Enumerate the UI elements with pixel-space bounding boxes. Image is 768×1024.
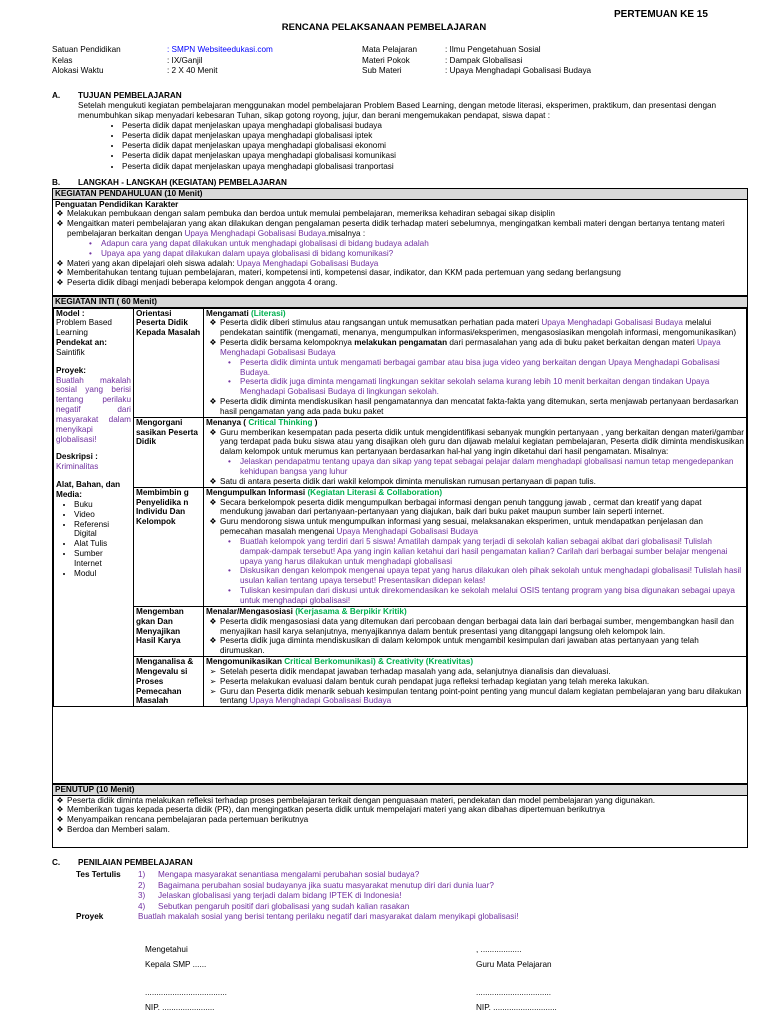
list-item xyxy=(206,636,744,656)
list-item xyxy=(206,358,744,378)
list-item xyxy=(206,457,744,477)
item-text-part: Peserta didik bersama kelompoknya xyxy=(220,338,355,348)
stage-content xyxy=(204,487,747,606)
penutup-box xyxy=(52,784,748,848)
table-row xyxy=(54,606,747,656)
diamond-bullet-icon: ❖ xyxy=(209,318,217,328)
sign-line: ................................. xyxy=(476,988,552,997)
identity-value: : Dampak Globalisasi xyxy=(445,55,523,65)
item-text: Peserta didik diminta melakukan refleksi terhadap proses pembelajaran terkait dengan penguasaan materi, pendekatan dan model pembelajaran yang digunakan. xyxy=(67,795,656,805)
item-text xyxy=(220,517,744,537)
section-heading xyxy=(52,858,752,868)
deskripsi-value: Kriminalitas xyxy=(56,462,99,472)
item-text xyxy=(67,219,747,239)
item-number: 4) xyxy=(138,901,146,911)
stage-name: Menganalisa & Mengevalu si Proses Pemecahan Masalah xyxy=(134,657,204,707)
item-text: Melakukan pembukaan dengan salam pembuka dan berdoa untuk memulai pembelajaran, memeriksa kehadiran sebagai sikap disiplin xyxy=(67,209,555,219)
diamond-bullet-icon: ❖ xyxy=(56,219,64,229)
diamond-bullet-icon: ❖ xyxy=(56,825,64,835)
bullet-icon: • xyxy=(89,238,92,248)
item-text: Bagaimana perubahan sosial budayanya jika suatu masyarakat menutup diri dari dunia luar? xyxy=(158,880,494,890)
item-text: Buatlah kelompok yang terdiri dari 5 siswa! Amatilah dampak yang terjadi di sekolah kalian sebagai akibat dari globalisasi! Tulislah dampak-dampak tersebut! Apa yang ingin kalian ketahui dari hasil pengamatan kalian? Carilah dari berbagai sumber belajar mengenai upaya yang harus dilakukan untuk menghadapi globalisasi xyxy=(240,536,728,566)
item-text: Setelah peserta didik mendapat jawaban terhadap masalah yang ada, selanjutnya dianalisis dan dievaluasi. xyxy=(220,666,611,676)
arrow-bullet-icon: ➢ xyxy=(209,686,217,696)
diamond-bullet-icon: ❖ xyxy=(209,636,217,646)
proyek-label: Proyek: xyxy=(56,365,87,375)
item-text: Jelaskan pendapatmu tentang upaya dan sikap yang tepat sebagai pelajar dalam menghadapi globalisasi namun tetap mengedepankan kehidupan bangsa yang luhur xyxy=(240,457,734,476)
tes-label: Tes Tertulis xyxy=(76,870,121,879)
section-tujuan xyxy=(52,91,752,172)
item-text: Peserta melakukan evaluasi dalam bentuk curah pendapat juga refleksi terhadap kegiatan yang telah mereka lakukan. xyxy=(220,676,650,686)
list-item xyxy=(53,249,747,259)
material-highlight: Upaya Menghadapi Gobalisasi Budaya xyxy=(249,696,392,706)
deskripsi-label: Deskripsi : xyxy=(56,452,98,462)
list-item: • Alat Tulis xyxy=(74,539,131,549)
item-text: Peserta didik juga diminta mendiskusikan di dalam kelompok untuk mengambil kesimpulan dari jawaban atas pertanyaan yang telah dirumuskan. xyxy=(220,636,699,656)
item-text: Satu di antara peserta didik dari wakil kelompok diminta menuliskan rumusan pertanyaan di papan tulis. xyxy=(220,476,596,486)
list-item xyxy=(206,338,744,358)
identity-label: Satuan Pendidikan xyxy=(52,45,121,54)
item-text-part: .misalnya : xyxy=(326,229,366,239)
item-number: 1) xyxy=(138,870,146,879)
list-item xyxy=(53,259,747,269)
pendekatan-value: Saintifik xyxy=(56,347,85,357)
objective-list xyxy=(52,121,752,172)
list-item: • Peserta didik dapat menjelaskan upaya menghadapi globalisasi budaya xyxy=(122,121,752,131)
stage-heading xyxy=(206,418,744,428)
bullet-icon: • xyxy=(89,248,92,258)
bullet-icon: • xyxy=(228,457,231,467)
list-item xyxy=(206,517,744,537)
item-text: Guru memberikan kesempatan pada peserta didik untuk mengidentifikasi sebanyak mungkin pertanyaan , yang berkaitan dengan materi/gambar yang terdapat pada buku siswa atau yang disajikan oleh guru dan dijawab melalui kegiatan pembelajaran, Peserta didik diminta mendiskusikan dalam kelompok untuk merumus kan pertanyaan berdasarkan hal-hal yang ingin diketahui dari hasil pengamatan. Misalnya: xyxy=(220,427,744,457)
identity-value: : Ilmu Pengetahuan Sosial xyxy=(445,45,541,54)
bullet-icon: • xyxy=(228,357,231,367)
diamond-bullet-icon: ❖ xyxy=(56,815,64,825)
stage-heading xyxy=(206,488,744,498)
identity-label: Kelas xyxy=(52,55,73,65)
identity-table xyxy=(52,45,752,77)
item-text-part: dari permasalahan yang ada di buku paket berkaitan dengan materi xyxy=(447,338,697,348)
list-item xyxy=(53,239,747,249)
diamond-bullet-icon: ❖ xyxy=(56,278,64,288)
identity-row xyxy=(52,45,752,56)
material-highlight: Upaya Menghadapi Gobalisasi Budaya xyxy=(541,318,683,328)
list-item xyxy=(52,891,752,902)
identity-label: Alokasi Waktu xyxy=(52,66,104,75)
identity-label: Mata Pelajaran xyxy=(362,45,418,54)
stage-tag: Critical Thinking xyxy=(248,417,313,427)
diamond-bullet-icon: ❖ xyxy=(56,258,64,268)
sign-line: NIP. ....................... xyxy=(145,1002,215,1012)
list-item xyxy=(53,268,747,278)
list-item xyxy=(206,586,744,606)
item-text: Adapun cara yang dapat dilakukan untuk menghadapi globalisasi di bidang budaya adalah xyxy=(101,238,429,248)
diamond-bullet-icon: ❖ xyxy=(56,795,64,805)
diamond-bullet-icon: ❖ xyxy=(209,497,217,507)
model-value: Problem Based Learning xyxy=(56,318,112,338)
stage-content xyxy=(204,308,747,417)
stage-heading-text: Mengamati xyxy=(206,308,249,318)
item-text: Tuliskan kesimpulan dari diskusi untuk direkomendasikan ke sekolah melalui OSIS tentang program yang bisa digunakan sebagai upaya untuk menghadapi globalisasi! xyxy=(240,586,735,605)
pendahuluan-heading: KEGIATAN PENDAHULUAN (10 Menit) xyxy=(53,189,747,200)
list-item xyxy=(53,278,747,288)
arrow-bullet-icon: ➢ xyxy=(209,676,217,686)
list-item xyxy=(206,617,744,637)
objective-intro: Setelah mengukuti kegiatan pembelajaran menggunakan model pembelajaran Problem Based Learning, dengan metode literasi, eksperimen, praktikum, dan presentasi dengan menumbuhkan sikap menyadari kebesaran Tuhan, sikap gotong royong, jujur, dan berani mengemukakan pendapat, siswa dapat : xyxy=(78,100,717,120)
list-item xyxy=(206,566,744,586)
stage-heading-text: Mengumpulkan Informasi xyxy=(206,487,306,497)
stage-content xyxy=(204,417,747,487)
item-text-part: Materi yang akan dipelajari oleh siswa adalah: xyxy=(67,258,235,268)
item-text: Secara berkelompok peserta didik mengumpulkan berbagai informasi dengan penuh tanggung jawab , cermat dan kreatif yang dapat mendukung jawaban dari pertanyaan-pertanyaan yang diajukan, baik dari buku paket maupun sumber lain seperti internet. xyxy=(220,497,702,517)
list-item xyxy=(53,209,747,219)
material-highlight: Upaya Menghadapi Gobalisasi Budaya xyxy=(236,258,379,268)
list-item xyxy=(206,667,744,677)
identity-value: : Upaya Menghadapi Gobalisasi Budaya xyxy=(445,66,592,75)
item-text: Peserta didik mengasosiasi data yang ditemukan dari percobaan dengan berbagai data lain dari berbagai sumber, mengembangkan hasil dan menyajikan hasil karya selanjutnya, menyajikannya dalam bentuk presentasi yang ditanggapi langsung oleh kelompok lain. xyxy=(220,616,734,636)
assessment-block xyxy=(52,870,752,923)
signature-left xyxy=(145,943,345,1015)
diamond-bullet-icon: ❖ xyxy=(209,476,217,486)
table-row xyxy=(54,417,747,487)
item-text: Memberitahukan tentang tujuan pembelajaran, materi, kompetensi inti, kompetensi dasar, indikator, dan KKM pada pertemuan yang sedang berlangsung xyxy=(67,268,621,278)
list-item xyxy=(206,477,744,487)
list-item xyxy=(53,825,747,835)
list-item: • Peserta didik dapat menjelaskan upaya menghadapi globalisasi ekonomi xyxy=(122,141,752,151)
section-heading xyxy=(52,178,752,188)
stage-heading xyxy=(206,657,744,667)
table-row xyxy=(54,308,747,417)
item-text: Upaya apa yang dapat dilakukan dalam upaya globalisasi di bidang komunikasi? xyxy=(101,248,394,258)
list-item xyxy=(206,428,744,458)
item-text xyxy=(220,318,744,338)
list-item xyxy=(52,870,752,881)
item-text: Memberikan tugas kepada peserta didik (PR), dan mengingatkan peserta didik untuk mempelajari materi yang akan dibahas dipertemuan berikutnya xyxy=(67,805,605,815)
model-label: Model : xyxy=(56,308,85,318)
list-item xyxy=(52,902,752,913)
stage-heading-text: Mengomunikasikan xyxy=(206,657,282,667)
stage-tag: (Kegiatan Literasi & Collaboration) xyxy=(307,487,443,497)
item-number: 2) xyxy=(138,880,146,890)
inti-box xyxy=(52,296,748,784)
karakter-subheading: Penguatan Pendidikan Karakter xyxy=(55,199,179,209)
list-item: • Peserta didik dapat menjelaskan upaya menghadapi globalisasi tranportasi xyxy=(122,162,752,172)
penutup-heading: PENUTUP (10 Menit) xyxy=(53,785,747,796)
sign-line: Mengetahui xyxy=(145,945,188,954)
stage-heading xyxy=(206,309,744,319)
list-item: • Peserta didik dapat menjelaskan upaya menghadapi globalisasi iptek xyxy=(122,131,752,141)
stage-heading-close: ) xyxy=(312,417,318,427)
diamond-bullet-icon: ❖ xyxy=(56,268,64,278)
list-item xyxy=(52,881,752,892)
item-text: Peserta didik dibagi menjadi beberapa kelompok dengan anggota 4 orang. xyxy=(67,278,338,288)
sign-line: Kepala SMP ...... xyxy=(145,959,207,969)
item-number: 3) xyxy=(138,891,146,900)
list-item xyxy=(206,498,744,518)
section-title: LANGKAH - LANGKAH (KEGIATAN) PEMBELAJARAN xyxy=(78,178,287,187)
identity-row xyxy=(52,56,752,67)
signature-right xyxy=(476,943,676,1015)
item-text: Berdoa dan Memberi salam. xyxy=(67,825,170,835)
list-item xyxy=(206,677,744,687)
stage-content xyxy=(204,657,747,707)
model-block xyxy=(56,309,131,579)
item-text xyxy=(67,259,747,269)
item-text xyxy=(220,687,744,707)
list-item: • Video xyxy=(74,510,131,520)
item-text: Mengapa masyarakat senantiasa mengalami perubahan sosial budaya? xyxy=(158,870,420,879)
document-title: RENCANA PELAKSANAAN PEMBELAJARAN xyxy=(281,22,487,33)
list-item xyxy=(206,397,744,417)
item-text-part: Guru dan Peserta didik menarik sebuah kesimpulan tentang point-point penting yang muncul dalam kegiatan pembelajaran yang baru dilakukan tentang xyxy=(220,686,742,706)
stage-name: Mengorgani sasikan Peserta Didik xyxy=(134,417,204,487)
list-item xyxy=(53,805,747,815)
item-text: Peserta didik diminta untuk mengamati berbagai gambar atau bisa juga video yang berkaitan dengan Upaya Menghadapi Gobalisasi Budaya. xyxy=(240,357,720,377)
table-row xyxy=(54,487,747,606)
arrow-bullet-icon: ➢ xyxy=(209,666,217,676)
material-highlight: Upaya Menghadapi Gobalisasi Budaya xyxy=(184,229,327,239)
list-item xyxy=(206,537,744,567)
list-item xyxy=(206,318,744,338)
inti-heading: KEGIATAN INTI ( 60 Menit) xyxy=(53,297,747,308)
item-bold: melakukan pengamatan xyxy=(354,338,448,348)
section-penilaian xyxy=(52,858,752,868)
identity-value: : SMPN Websiteedukasi.com xyxy=(167,45,273,54)
list-item: • Referensi Digital xyxy=(74,520,131,540)
bullet-icon: • xyxy=(228,536,231,546)
identity-row xyxy=(52,66,752,77)
stage-content xyxy=(204,606,747,656)
item-text-part: melalui pendekatan saintifik (mengamati, menanya, mengumpulkan informasi/eksperimen, mengasosiasikan mengolah informasi, mengomunikasikan) xyxy=(220,318,737,338)
stage-tag: (Literasi) xyxy=(251,308,286,318)
identity-value: : 2 X 40 Menit xyxy=(167,66,218,75)
section-langkah xyxy=(52,178,752,188)
diamond-bullet-icon: ❖ xyxy=(56,805,64,815)
section-heading xyxy=(52,91,752,101)
identity-label: Sub Materi xyxy=(362,66,402,75)
alat-label: Alat, Bahan, dan Media: xyxy=(56,480,121,499)
pendekatan-label: Pendekat an: xyxy=(56,338,107,348)
stage-heading-text: Menanya ( xyxy=(206,417,247,427)
section-title: TUJUAN PEMBELAJARAN xyxy=(78,91,182,100)
item-text: Peserta didik juga diminta mengamati lingkungan sekitar sekolah selama kurang lebih 10 menit berkaitan dengan tindakan Upaya Menghadapi Gobalisasi Budaya di lingkungan sekolah. xyxy=(240,377,710,397)
sign-line: .................................... xyxy=(145,988,227,997)
list-item xyxy=(53,796,747,806)
stage-name: Orientasi Peserta Didik Kepada Masalah xyxy=(134,308,204,417)
item-text xyxy=(220,338,744,358)
meeting-number: PERTEMUAN KE 15 xyxy=(614,9,708,20)
item-text-part: Peserta didik diberi stimulus atau rangsangan untuk memusatkan perhatian pada materi xyxy=(220,318,542,328)
diamond-bullet-icon: ❖ xyxy=(209,616,217,626)
identity-value: : IX/Ganjil xyxy=(167,55,203,65)
proyek-label: Proyek xyxy=(76,912,104,921)
item-text: Jelaskan globalisasi yang terjadi dalam bidang IPTEK di Indonesia! xyxy=(158,891,402,900)
bullet-icon: • xyxy=(228,377,231,387)
proyek-text: Buatlah makalah sosial yang berisi tentang perilaku negatif dari masyarakat dalam menyikapi globalisasi! xyxy=(138,912,519,921)
item-text-part: Guru mendorong siswa untuk mengumpulkan informasi yang sesuai, melaksanakan eksperimen, untuk mendapatkan penjelasan dan pemecahan masalah mengenai xyxy=(220,517,703,537)
material-highlight: Upaya Menghadapi Gobalisasi Budaya xyxy=(336,527,479,537)
list-item xyxy=(206,377,744,397)
stage-name: Membimbin g Penyelidika n Individu Dan Kelompok xyxy=(134,487,204,606)
list-item xyxy=(206,687,744,707)
sign-line: , .................. xyxy=(476,945,522,954)
model-cell xyxy=(54,308,134,707)
diamond-bullet-icon: ❖ xyxy=(209,517,217,527)
item-text: Peserta didik diminta mendiskusikan hasil pengamatannya dan mencatat fakta-fakta yang ditemukan, serta menjawab pertanyaan berdasarkan hasil pengamatan yang ada pada buku paket xyxy=(220,397,739,416)
stage-tag: Critical Berkomunikasi) & Creativity (Kreativitas) xyxy=(284,657,474,667)
diamond-bullet-icon: ❖ xyxy=(209,338,217,348)
section-title: PENILAIAN PEMBELAJARAN xyxy=(78,858,193,867)
list-item: • Buku xyxy=(74,500,131,510)
list-item: • Modul xyxy=(74,569,131,579)
diamond-bullet-icon: ❖ xyxy=(209,397,217,407)
stage-name: Mengemban gkan Dan Menyajikan Hasil Karya xyxy=(134,606,204,656)
bullet-icon: • xyxy=(228,566,231,576)
alat-list xyxy=(56,500,131,579)
inti-table xyxy=(53,308,747,708)
section-letter: B. xyxy=(52,178,61,187)
section-letter: A. xyxy=(52,91,61,100)
list-item: • Peserta didik dapat menjelaskan upaya menghadapi globalisasi komunikasi xyxy=(122,151,752,161)
table-row xyxy=(54,657,747,707)
proyek-value: Buatlah makalah sosial yang berisi tentang perilaku negatif dari masyarakat dalam menyikapi globalisasi! xyxy=(56,375,131,444)
diamond-bullet-icon: ❖ xyxy=(56,209,64,219)
list-item: • Sumber Internet xyxy=(74,549,131,569)
bullet-icon: • xyxy=(228,586,231,596)
item-text: Diskusikan dengan kelompok mengenai upaya tepat yang harus dilakukan oleh pihak sekolah untuk menghadapi globalisasi! Tulislah hasil usulan kalian tentang upaya tersebut! Presentasikan didepan kelas! xyxy=(240,566,742,586)
list-item xyxy=(52,912,752,923)
list-item xyxy=(53,219,747,239)
stage-heading xyxy=(206,607,744,617)
identity-label: Materi Pokok xyxy=(362,55,410,65)
item-text: Menyampaikan rencana pembelajaran pada pertemuan berikutnya xyxy=(67,815,309,825)
item-text: Sebutkan pengaruh positif dari globalisasi yang sudah kalian rasakan xyxy=(158,901,410,911)
sign-line: Guru Mata Pelajaran xyxy=(476,959,552,969)
section-letter: C. xyxy=(52,858,61,867)
stage-heading-text: Menalar/Mengasosiasi xyxy=(206,606,293,616)
item-text-part: Mengaitkan materi pembelajaran yang akan dilakukan dengan pengalaman peserta didik terhadap materi sebelumnya, mengingatkan kembali materi dengan bertanya tentang materi pembelajaran berkaitan dengan xyxy=(67,219,725,239)
list-item xyxy=(53,815,747,825)
sign-line: NIP. ............................ xyxy=(476,1002,557,1012)
pendahuluan-box xyxy=(52,188,748,296)
material-highlight: Upaya Menghadapi Gobalisasi Budaya xyxy=(220,338,721,357)
stage-tag: (Kerjasama & Berpikir Kritik) xyxy=(295,606,407,616)
diamond-bullet-icon: ❖ xyxy=(209,427,217,437)
